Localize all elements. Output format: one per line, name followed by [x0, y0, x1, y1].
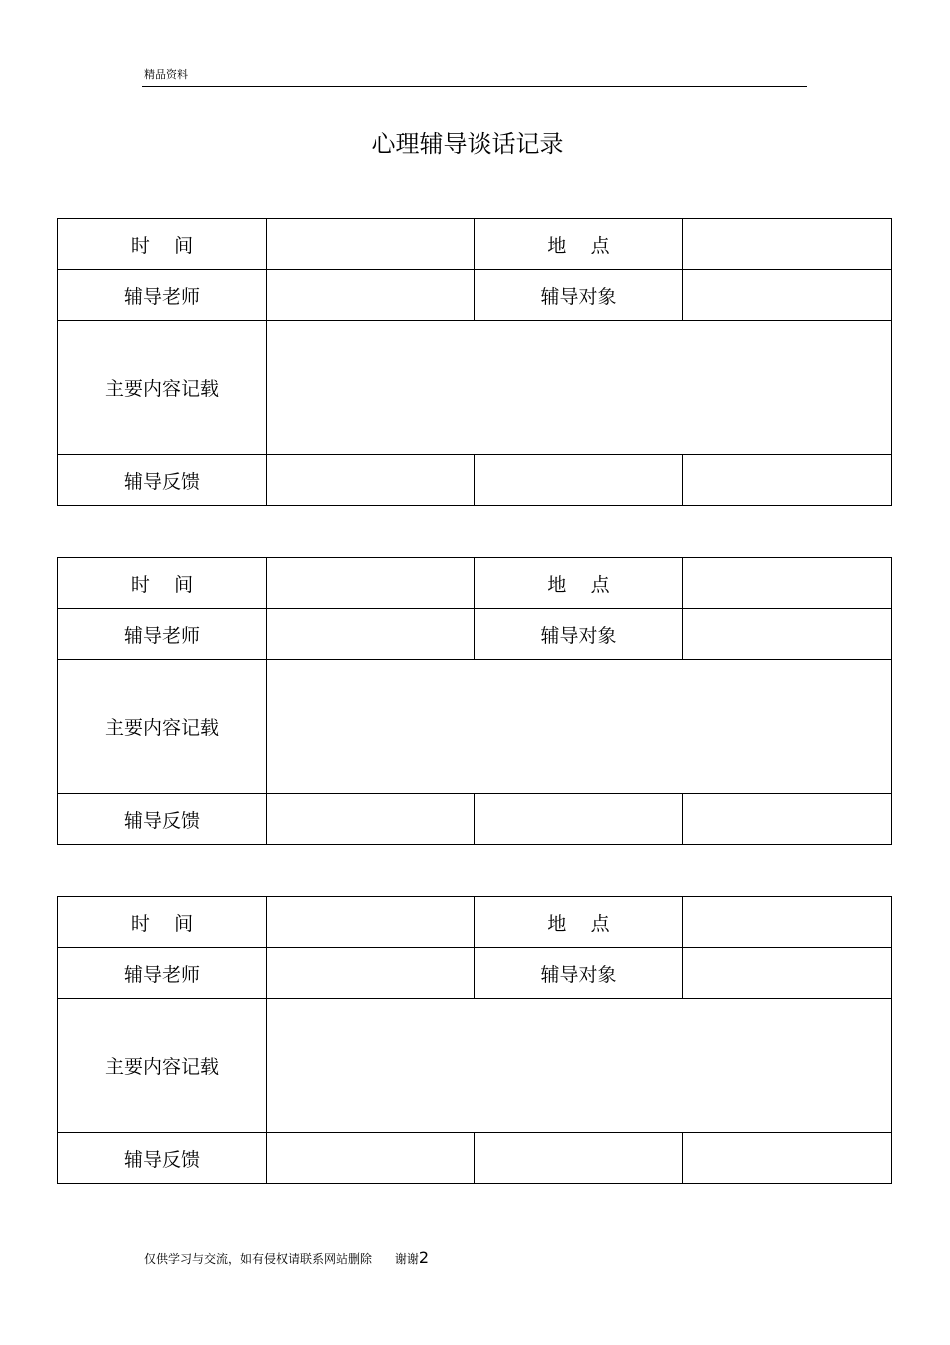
counselor-label: 辅导老师	[58, 948, 267, 999]
content-field[interactable]	[267, 660, 892, 794]
feedback-label: 辅导反馈	[58, 1133, 267, 1184]
place-field[interactable]	[683, 558, 892, 609]
feedback-field-3[interactable]	[683, 794, 892, 845]
feedback-field-3[interactable]	[683, 455, 892, 506]
footer-thanks: 谢谢	[394, 1252, 419, 1266]
counselor-label: 辅导老师	[58, 609, 267, 660]
subject-field[interactable]	[683, 948, 892, 999]
place-field[interactable]	[683, 897, 892, 948]
content-label: 主要内容记载	[58, 321, 267, 455]
counselor-field[interactable]	[267, 948, 475, 999]
subject-label: 辅导对象	[475, 948, 683, 999]
feedback-field-1[interactable]	[267, 455, 475, 506]
feedback-field-2[interactable]	[475, 794, 683, 845]
subject-field[interactable]	[683, 609, 892, 660]
content-field[interactable]	[267, 321, 892, 455]
content-field[interactable]	[267, 999, 892, 1133]
feedback-label: 辅导反馈	[58, 794, 267, 845]
subject-label: 辅导对象	[475, 609, 683, 660]
time-label: 时 间	[58, 219, 267, 270]
feedback-field-3[interactable]	[683, 1133, 892, 1184]
feedback-field-2[interactable]	[475, 1133, 683, 1184]
subject-label: 辅导对象	[475, 270, 683, 321]
counselor-field[interactable]	[267, 609, 475, 660]
header-divider	[142, 86, 807, 87]
feedback-label: 辅导反馈	[58, 455, 267, 506]
counselor-label: 辅导老师	[58, 270, 267, 321]
content-label: 主要内容记载	[58, 660, 267, 794]
footer-notice: 仅供学习与交流，如有侵权请联系网站删除	[144, 1252, 373, 1266]
subject-field[interactable]	[683, 270, 892, 321]
time-label: 时 间	[58, 897, 267, 948]
header-label: 精品资料	[144, 68, 188, 81]
time-field[interactable]	[267, 219, 475, 270]
place-label: 地 点	[475, 897, 683, 948]
record-table-2	[57, 557, 892, 845]
page-number: 2	[418, 1248, 430, 1267]
place-label: 地 点	[475, 219, 683, 270]
time-field[interactable]	[267, 558, 475, 609]
record-table-1	[57, 218, 892, 506]
feedback-field-1[interactable]	[267, 1133, 475, 1184]
feedback-field-1[interactable]	[267, 794, 475, 845]
place-field[interactable]	[683, 219, 892, 270]
counselor-field[interactable]	[267, 270, 475, 321]
footer	[144, 1250, 429, 1267]
time-field[interactable]	[267, 897, 475, 948]
feedback-field-2[interactable]	[475, 455, 683, 506]
page-title: 心理辅导谈话记录	[371, 130, 564, 158]
place-label: 地 点	[475, 558, 683, 609]
time-label: 时 间	[58, 558, 267, 609]
content-label: 主要内容记载	[58, 999, 267, 1133]
record-table-3	[57, 896, 892, 1184]
